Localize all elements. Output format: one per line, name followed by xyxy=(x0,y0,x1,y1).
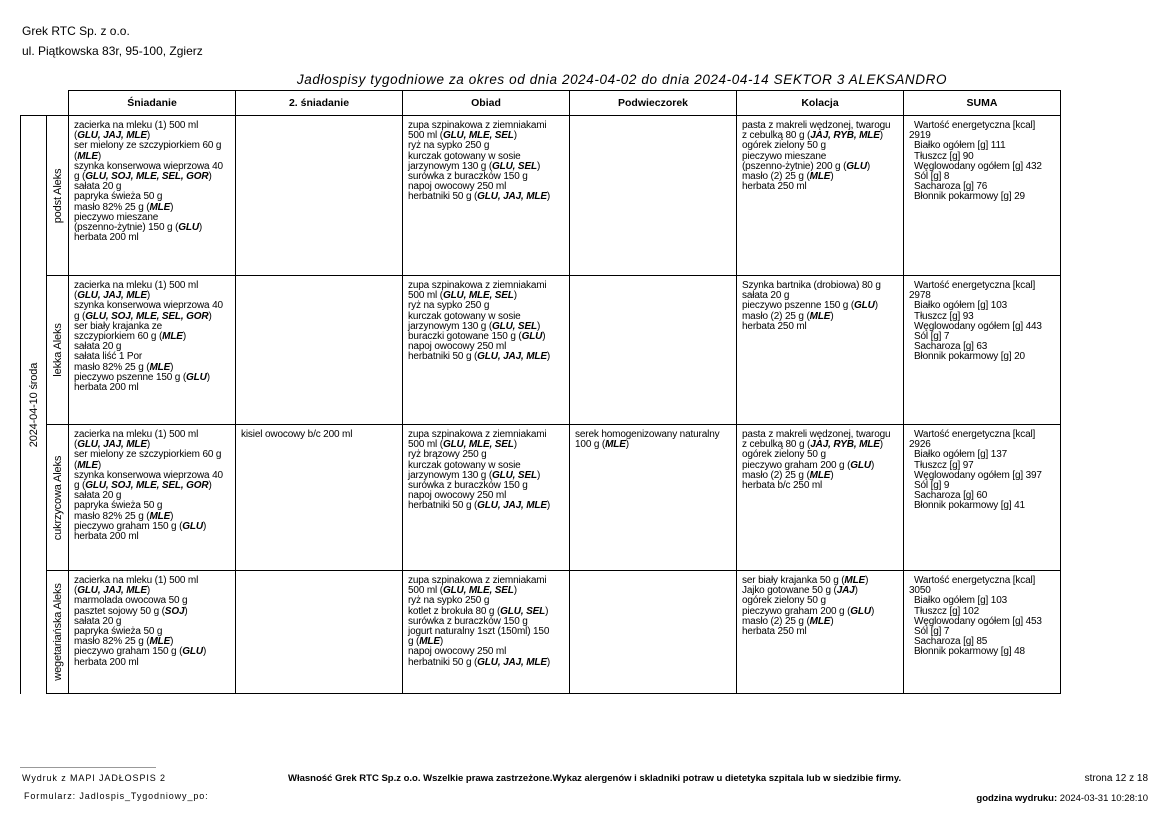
energy-label: Wartość energetyczna [kcal] xyxy=(914,429,1036,440)
diet-row xyxy=(21,276,1061,425)
nutrient-line: Błonnik pokarmowy [g] 29 xyxy=(914,191,1025,203)
diet-cell xyxy=(47,425,69,571)
nutrient-line: Węglowodany ogółem [g] 397 xyxy=(914,469,1042,481)
nutrient-line: Tłuszcz [g] 90 xyxy=(914,150,974,162)
menu-item-text: zupa szpinakowa z ziemniakami xyxy=(408,120,547,131)
menu-item-line: 500 ml (GLU, MLE, SEL) xyxy=(408,130,517,142)
menu-item-line: jarzynowym 130 g (GLU, SEL) xyxy=(408,469,541,481)
allergen-codes: MLE xyxy=(809,615,831,627)
column-header-obiad: Obiad xyxy=(403,91,570,116)
menu-item-text: herbata 250 ml xyxy=(742,320,807,332)
menu-item-text: ser biały krajanka ze xyxy=(74,320,163,332)
menu-item-text: g xyxy=(74,171,83,183)
menu-item-line: (GLU, JAJ, MLE) xyxy=(74,130,151,142)
allergen-codes: MLE xyxy=(77,150,98,162)
menu-item-text: surówka z buraczków 150 g xyxy=(408,171,528,183)
menu-item-line: jarzynowym 130 g (GLU, SEL) xyxy=(408,320,541,332)
energy-value: 3050 xyxy=(909,585,931,597)
column-header-kolacja: Kolacja xyxy=(737,91,904,116)
menu-item-line: 500 ml (GLU, MLE, SEL) xyxy=(408,290,517,302)
nutrient-line: Sacharoza [g] 60 xyxy=(914,490,988,502)
menu-item-text: herbata 200 ml xyxy=(74,656,139,668)
menu-item-line: masło 82% 25 g (MLE) xyxy=(74,361,174,373)
menu-item-line: herbatniki 50 g (GLU, JAJ, MLE) xyxy=(408,351,551,363)
allergen-codes: GLU xyxy=(521,331,543,343)
nutrient-line: Sacharoza [g] 76 xyxy=(914,181,988,193)
date-cell xyxy=(21,116,47,694)
menu-item-line: (GLU, JAJ, MLE) xyxy=(74,585,151,597)
diet-row xyxy=(21,116,1061,276)
menu-item-text: pieczywo graham 200 g xyxy=(742,605,848,617)
menu-item-line xyxy=(742,322,900,332)
menu-item-line: kotlet z brokuła 80 g (GLU, SEL) xyxy=(408,605,549,617)
menu-item-line: z cebulką 80 g (JAJ, RYB, MLE) xyxy=(742,439,883,451)
header-blank xyxy=(47,91,69,116)
header-blank xyxy=(21,91,47,116)
allergen-codes: GLU, JAJ, MLE xyxy=(477,656,547,668)
allergen-codes: GLU, SOJ, MLE, SEL, GOR xyxy=(85,310,209,322)
diet-cell xyxy=(47,116,69,276)
menu-item-text: surówka z buraczków 150 g xyxy=(408,480,528,492)
diet-row xyxy=(21,571,1061,694)
menu-item-text: herbata 200 ml xyxy=(74,232,139,244)
allergen-codes: GLU, SEL xyxy=(500,605,546,617)
nutrient-line: Błonnik pokarmowy [g] 48 xyxy=(914,646,1025,658)
allergen-codes: MLE xyxy=(162,331,183,343)
nutrient-line: Tłuszcz [g] 93 xyxy=(914,310,974,322)
menu-item-line: ser biały krajanka 50 g (MLE) xyxy=(742,575,869,586)
nutrient-line: Węglowodany ogółem [g] 432 xyxy=(914,160,1042,172)
menu-item-text: masło (2) 25 g xyxy=(742,469,807,481)
menu-item-line xyxy=(742,627,900,637)
menu-item-text: ogórek zielony 50 g xyxy=(742,595,826,607)
menu-item-text: szynka konserwowa wieprzowa 40 xyxy=(74,469,223,481)
allergen-codes: GLU, JAJ, MLE xyxy=(477,191,547,203)
menu-item-text: g xyxy=(74,480,83,492)
menu-item-text: masło 82% 25 g xyxy=(74,510,147,522)
menu-item-text: szczypiorkiem 60 g xyxy=(74,331,159,343)
menu-item-text: herbata 250 ml xyxy=(742,626,807,638)
nutrient-line: Węglowodany ogółem [g] 443 xyxy=(914,320,1042,332)
allergen-codes: GLU, JAJ, MLE xyxy=(477,351,547,363)
menu-item-text: papryka świeża 50 g xyxy=(74,500,163,512)
menu-item-text: 500 ml xyxy=(408,439,440,451)
menu-item-text: masło 82% 25 g xyxy=(74,636,147,648)
menu-item-line: masło 82% 25 g (MLE) xyxy=(74,201,174,213)
menu-item-text: pieczywo mieszane xyxy=(74,211,159,223)
allergen-codes: GLU, SOJ, MLE, SEL, GOR xyxy=(85,171,209,183)
allergen-codes: GLU xyxy=(182,520,203,532)
allergen-codes: GLU, SEL xyxy=(492,469,537,481)
menu-item-line: herbatniki 50 g (GLU, JAJ, MLE) xyxy=(408,656,551,668)
menu-item-line: jarzynowym 130 g (GLU, SEL) xyxy=(408,160,541,172)
menu-item-text: pieczywo pszenne 150 g xyxy=(742,300,851,312)
menu-item-line: pieczywo pszenne 150 g (GLU) xyxy=(742,300,878,312)
header-row xyxy=(21,91,1061,116)
drugie-sniadanie-cell xyxy=(236,116,403,276)
nutrient-line: Sól [g] 9 xyxy=(914,480,950,492)
allergen-codes: GLU, MLE, SEL xyxy=(442,439,514,451)
menu-item-line: (GLU, JAJ, MLE) xyxy=(74,290,151,302)
kolacja-cell xyxy=(737,571,904,694)
menu-item-text: napoj owocowy 250 ml xyxy=(408,490,507,502)
menu-item-line xyxy=(74,233,232,243)
menu-item-text: herbata 200 ml xyxy=(74,382,139,394)
menu-item-text: z cebulką 80 g xyxy=(742,439,808,451)
menu-item-text: zupa szpinakowa z ziemniakami xyxy=(408,575,547,586)
menu-item-text: ser biały krajanka 50 g xyxy=(742,575,842,586)
menu-item-text: kurczak gotowany w sosie xyxy=(408,150,521,162)
nutrient-line: Sól [g] 8 xyxy=(914,171,950,183)
diet-cell xyxy=(47,276,69,425)
menu-item-text: zupa szpinakowa z ziemniakami xyxy=(408,429,547,440)
allergen-codes: MLE xyxy=(605,439,626,451)
menu-item-text: 500 ml xyxy=(408,585,440,597)
column-header-2-sniadanie: 2. śniadanie xyxy=(236,91,403,116)
diet-name: wegetariańska Aleks xyxy=(51,583,64,681)
menu-item-line: (MLE) xyxy=(74,150,102,162)
menu-item-text: jarzynowym 130 g xyxy=(408,469,489,481)
menu-item-text: surówka z buraczków 150 g xyxy=(408,615,528,627)
drugie-sniadanie-cell xyxy=(236,276,403,425)
menu-item-text: sałata 20 g xyxy=(74,181,122,193)
allergen-codes: GLU, JAJ, MLE xyxy=(77,290,147,302)
allergen-codes: MLE xyxy=(419,636,440,648)
menu-item-text: g xyxy=(74,310,83,322)
menu-item-text: herbatniki 50 g xyxy=(408,656,474,668)
allergen-codes: JAJ xyxy=(836,585,855,597)
menu-item-text: pasta z makreli wędzonej, twarogu xyxy=(742,429,891,440)
sniadanie-cell xyxy=(69,276,236,425)
allergen-codes: GLU, JAJ, MLE xyxy=(77,130,147,142)
suma-cell xyxy=(904,571,1061,694)
menu-item-line: masło (2) 25 g (MLE) xyxy=(742,615,834,627)
menu-item-line xyxy=(742,182,900,192)
menu-item-text: masło 82% 25 g xyxy=(74,361,147,373)
nutrient-line: Białko ogółem [g] 103 xyxy=(914,300,1008,312)
menu-item-line: pasztet sojowy 50 g (SOJ) xyxy=(74,605,188,617)
sniadanie-cell xyxy=(69,116,236,276)
menu-item-line: 100 g (MLE) xyxy=(575,439,629,451)
suma-cell xyxy=(904,425,1061,571)
menu-item-text: ryż na sypko 250 g xyxy=(408,595,490,607)
menu-table xyxy=(20,90,1061,694)
nutrient-line: Sól [g] 7 xyxy=(914,331,950,343)
nutrient-line: Węglowodany ogółem [g] 453 xyxy=(914,615,1042,627)
suma-cell xyxy=(904,116,1061,276)
kolacja-cell xyxy=(737,425,904,571)
company-address: ul. Piątkowska 83r, 95-100, Zgierz xyxy=(22,44,203,58)
menu-item-text: herbata b/c 250 ml xyxy=(742,480,823,492)
sniadanie-cell xyxy=(69,571,236,694)
menu-item-text: sałata 20 g xyxy=(74,341,122,353)
menu-item-text: (pszenno-żytnie) 200 g xyxy=(742,160,844,172)
nutrient-line: Sacharoza [g] 63 xyxy=(914,341,988,353)
menu-item-text: sałata 20 g xyxy=(742,290,790,302)
menu-item-line: pieczywo graham 150 g (GLU) xyxy=(74,646,207,658)
menu-item-line: z cebulką 80 g (JAJ, RYB, MLE) xyxy=(742,130,883,142)
kolacja-cell xyxy=(737,116,904,276)
print-time-label: godzina wydruku: xyxy=(976,793,1058,804)
menu-item-line: g (GLU, SOJ, MLE, SEL, GOR) xyxy=(74,480,212,492)
allergen-codes: GLU, SOJ, MLE, SEL, GOR xyxy=(85,480,209,492)
menu-item-text: sałata 20 g xyxy=(74,615,122,627)
menu-item-line: masło (2) 25 g (MLE) xyxy=(742,310,834,322)
menu-item-line: (GLU, JAJ, MLE) xyxy=(74,439,151,451)
menu-item-text: jogurt naturalny 1szt (150ml) 150 xyxy=(408,626,550,638)
menu-item-text: 100 g xyxy=(575,439,602,451)
menu-item-text: ser mielony ze szczypiorkiem 60 g xyxy=(74,140,222,152)
energy-label: Wartość energetyczna [kcal] xyxy=(914,575,1036,586)
menu-item-text: herbatniki 50 g xyxy=(408,500,474,512)
menu-item-text: (pszenno-żytnie) 150 g xyxy=(74,222,176,234)
menu-item-text: jarzynowym 130 g xyxy=(408,320,489,332)
obiad-cell xyxy=(403,425,570,571)
menu-item-text: szynka konserwowa wieprzowa 40 xyxy=(74,160,223,172)
allergen-codes: GLU, MLE, SEL xyxy=(442,585,514,597)
menu-item-text: kotlet z brokuła 80 g xyxy=(408,605,497,617)
menu-item-text: masło (2) 25 g xyxy=(742,615,807,627)
menu-item-text: zupa szpinakowa z ziemniakami xyxy=(408,280,547,291)
podwieczorek-cell xyxy=(570,425,737,571)
menu-item-line: (pszenno-żytnie) 150 g (GLU) xyxy=(74,222,203,234)
column-header-suma: SUMA xyxy=(904,91,1061,116)
menu-item-line: herbatniki 50 g (GLU, JAJ, MLE) xyxy=(408,500,551,512)
energy-label: Wartość energetyczna [kcal] xyxy=(914,280,1036,291)
menu-item-line: szczypiorkiem 60 g (MLE) xyxy=(74,331,187,343)
page-title: Jadłospisy tygodniowe za okres od dnia 2024-04-02 do dnia 2024-04-14 SEKTOR 3 ALEKSANDRO xyxy=(296,72,948,87)
menu-item-text: Jajko gotowane 50 g xyxy=(742,585,834,597)
allergen-codes: JAJ, RYB, MLE xyxy=(810,130,880,142)
menu-item-text: 500 ml xyxy=(408,290,440,302)
diet-name: lekka Aleks xyxy=(51,323,64,377)
menu-item-text: papryka świeża 50 g xyxy=(74,191,163,203)
nutrient-line: Białko ogółem [g] 103 xyxy=(914,595,1008,607)
date-label: 2024-04-10 środa xyxy=(27,362,40,447)
allergen-codes: GLU, MLE, SEL xyxy=(442,290,514,302)
menu-item-text: napoj owocowy 250 ml xyxy=(408,181,507,193)
footer-page-number: strona 12 z 18 xyxy=(1084,773,1148,784)
footer-ownership: Własność Grek RTC Sp.z o.o. Wszelkie prawa zastrzeżone.Wykaz alergenów i skladniki potraw u dietetyka szpitala lub w siedzibie firmy. xyxy=(288,773,902,784)
menu-item-line xyxy=(74,383,232,393)
menu-item-line xyxy=(74,532,232,542)
allergen-codes: GLU xyxy=(854,300,875,312)
obiad-cell xyxy=(403,116,570,276)
menu-item-text: sałata liść 1 Por xyxy=(74,351,143,363)
podwieczorek-cell xyxy=(570,571,737,694)
menu-item-line: masło (2) 25 g (MLE) xyxy=(742,171,834,183)
menu-item-text: ogórek zielony 50 g xyxy=(742,140,826,152)
nutrient-line: Sacharoza [g] 85 xyxy=(914,636,988,648)
menu-item-text: zacierka na mleku (1) 500 ml xyxy=(74,575,199,586)
menu-item-text: serek homogenizowany naturalny xyxy=(575,429,720,440)
menu-item-line: g (GLU, SOJ, MLE, SEL, GOR) xyxy=(74,310,212,322)
menu-item-line: masło 82% 25 g (MLE) xyxy=(74,636,174,648)
obiad-cell xyxy=(403,276,570,425)
menu-item-text: herbata 200 ml xyxy=(74,531,139,543)
energy-value: 2926 xyxy=(909,439,931,451)
menu-item-text: ryż na sypko 250 g xyxy=(408,140,490,152)
menu-item-text: ser mielony ze szczypiorkiem 60 g xyxy=(74,449,222,461)
drugie-sniadanie-cell xyxy=(236,571,403,694)
menu-item-line: pieczywo graham 200 g (GLU) xyxy=(742,459,875,471)
menu-item-text: herbatniki 50 g xyxy=(408,351,474,363)
allergen-codes: MLE xyxy=(149,201,171,213)
menu-item-line xyxy=(74,658,232,668)
menu-item-line: g (GLU, SOJ, MLE, SEL, GOR) xyxy=(74,171,212,183)
nutrient-line: Tłuszcz [g] 102 xyxy=(914,605,980,617)
menu-item-text: g xyxy=(408,636,417,648)
menu-item-text: zacierka na mleku (1) 500 ml xyxy=(74,429,199,440)
menu-item-text: ogórek zielony 50 g xyxy=(742,449,826,461)
allergen-codes: JAJ, RYB, MLE xyxy=(810,439,880,451)
menu-item-line: masło 82% 25 g (MLE) xyxy=(74,510,174,522)
menu-item-text: herbata 250 ml xyxy=(742,181,807,193)
menu-item-text: jarzynowym 130 g xyxy=(408,160,489,172)
allergen-codes: GLU, SEL xyxy=(492,320,537,332)
podwieczorek-cell xyxy=(570,276,737,425)
allergen-codes: GLU, JAJ, MLE xyxy=(477,500,547,512)
allergen-codes: MLE xyxy=(149,510,171,522)
nutrient-line: Sól [g] 7 xyxy=(914,626,950,638)
allergen-codes: GLU, SEL xyxy=(492,160,537,172)
menu-item-text: herbatniki 50 g xyxy=(408,191,474,203)
allergen-codes: MLE xyxy=(809,310,831,322)
menu-item-line: pieczywo graham 200 g (GLU) xyxy=(742,605,875,617)
diet-name: cukrzycowa Aleks xyxy=(51,455,64,540)
menu-item-text: pieczywo graham 150 g xyxy=(74,520,180,532)
drugie-sniadanie-cell xyxy=(236,425,403,571)
menu-item-line xyxy=(742,481,900,491)
column-header-podwieczorek: Podwieczorek xyxy=(570,91,737,116)
menu-item-text: pasztet sojowy 50 g xyxy=(74,605,162,617)
company-name: Grek RTC Sp. z o.o. xyxy=(22,24,130,38)
menu-item-text: marmolada owocowa 50 g xyxy=(74,595,188,607)
diet-cell xyxy=(47,571,69,694)
menu-item-text: szynka konserwowa wieprzowa 40 xyxy=(74,300,223,312)
menu-item-text: pieczywo pszenne 150 g xyxy=(74,371,183,383)
menu-item-line: 500 ml (GLU, MLE, SEL) xyxy=(408,439,517,451)
column-header-sniadanie: Śniadanie xyxy=(69,91,236,116)
allergen-codes: GLU xyxy=(186,371,207,383)
suma-cell xyxy=(904,276,1061,425)
menu-item-text: 500 ml xyxy=(408,130,440,142)
nutrient-line: Błonnik pokarmowy [g] 20 xyxy=(914,351,1025,363)
footer-form: Formularz: Jadlospis_Tygodniowy_po: xyxy=(24,791,209,801)
menu-item-text: pieczywo graham 200 g xyxy=(742,459,848,471)
energy-value: 2919 xyxy=(909,130,931,142)
nutrient-line: Białko ogółem [g] 137 xyxy=(914,449,1008,461)
menu-item-line: 500 ml (GLU, MLE, SEL) xyxy=(408,585,517,597)
nutrient-line: Błonnik pokarmowy [g] 41 xyxy=(914,500,1025,512)
kolacja-cell xyxy=(737,276,904,425)
allergen-codes: GLU, JAJ, MLE xyxy=(77,439,147,451)
allergen-codes: MLE xyxy=(809,469,831,481)
menu-item-text: napoj owocowy 250 ml xyxy=(408,646,507,658)
menu-item-text: z cebulką 80 g xyxy=(742,130,808,142)
allergen-codes: MLE xyxy=(149,361,171,373)
allergen-codes: GLU, JAJ, MLE xyxy=(77,585,147,597)
menu-item-text: pieczywo mieszane xyxy=(742,150,827,162)
footer-printout: Wydruk z MAPI JADŁOSPIS 2 xyxy=(22,773,166,783)
podwieczorek-cell xyxy=(570,116,737,276)
allergen-codes: SOJ xyxy=(164,605,185,617)
allergen-codes: MLE xyxy=(809,171,831,183)
obiad-cell xyxy=(403,571,570,694)
menu-item-line: masło (2) 25 g (MLE) xyxy=(742,469,834,481)
energy-label: Wartość energetyczna [kcal] xyxy=(914,120,1036,131)
menu-item-text: pasta z makreli wędzonej, twarogu xyxy=(742,120,891,131)
menu-item-text: zacierka na mleku (1) 500 ml xyxy=(74,120,199,131)
allergen-codes: GLU xyxy=(850,459,871,471)
allergen-codes: GLU xyxy=(182,646,203,658)
menu-item-line: g (MLE) xyxy=(408,636,444,648)
allergen-codes: MLE xyxy=(77,459,98,471)
menu-item-text: napoj owocowy 250 ml xyxy=(408,341,507,353)
sniadanie-cell xyxy=(69,425,236,571)
menu-item-text: ryż brązowy 250 g xyxy=(408,449,487,461)
footer-print-time xyxy=(976,793,1148,804)
menu-item-text: zacierka na mleku (1) 500 ml xyxy=(74,280,199,291)
diet-name: podst Aleks xyxy=(51,168,64,223)
menu-item-line: buraczki gotowane 150 g (GLU) xyxy=(408,331,546,343)
menu-item-line: (pszenno-żytnie) 200 g (GLU) xyxy=(742,160,871,172)
menu-item-line xyxy=(241,430,399,440)
allergen-codes: GLU, MLE, SEL xyxy=(442,130,514,142)
nutrient-line: Białko ogółem [g] 111 xyxy=(914,140,1006,152)
menu-item-line: pieczywo graham 150 g (GLU) xyxy=(74,520,207,532)
menu-item-text: masło 82% 25 g xyxy=(74,201,147,213)
menu-item-text: masło (2) 25 g xyxy=(742,310,807,322)
allergen-codes: GLU xyxy=(178,222,199,234)
menu-item-line: herbatniki 50 g (GLU, JAJ, MLE) xyxy=(408,191,551,203)
menu-item-line: pieczywo pszenne 150 g (GLU) xyxy=(74,371,210,383)
allergen-codes: GLU xyxy=(846,160,867,172)
menu-item-line: Jajko gotowane 50 g (JAJ) xyxy=(742,585,858,597)
menu-item-text: ryż na sypko 250 g xyxy=(408,300,490,312)
menu-item-text: masło (2) 25 g xyxy=(742,171,807,183)
menu-item-text: papryka świeża 50 g xyxy=(74,626,163,638)
energy-value: 2978 xyxy=(909,290,931,302)
menu-item-text: pieczywo graham 150 g xyxy=(74,646,180,658)
diet-row xyxy=(21,425,1061,571)
print-time-value: 2024-03-31 10:28:10 xyxy=(1059,793,1148,804)
menu-item-line: (MLE) xyxy=(74,459,102,471)
allergen-codes: MLE xyxy=(844,575,866,586)
menu-item-text: kurczak gotowany w sosie xyxy=(408,310,521,322)
nutrient-line: Tłuszcz [g] 97 xyxy=(914,459,974,471)
menu-item-text: buraczki gotowane 150 g xyxy=(408,331,519,343)
menu-item-text: kisiel owocowy b/c 200 ml xyxy=(241,429,353,440)
menu-item-text: sałata 20 g xyxy=(74,490,122,502)
menu-item-text: Szynka bartnika (drobiowa) 80 g xyxy=(742,280,881,291)
allergen-codes: MLE xyxy=(149,636,171,648)
allergen-codes: GLU xyxy=(850,605,871,617)
footer-divider xyxy=(20,767,156,768)
menu-item-text: kurczak gotowany w sosie xyxy=(408,459,521,471)
